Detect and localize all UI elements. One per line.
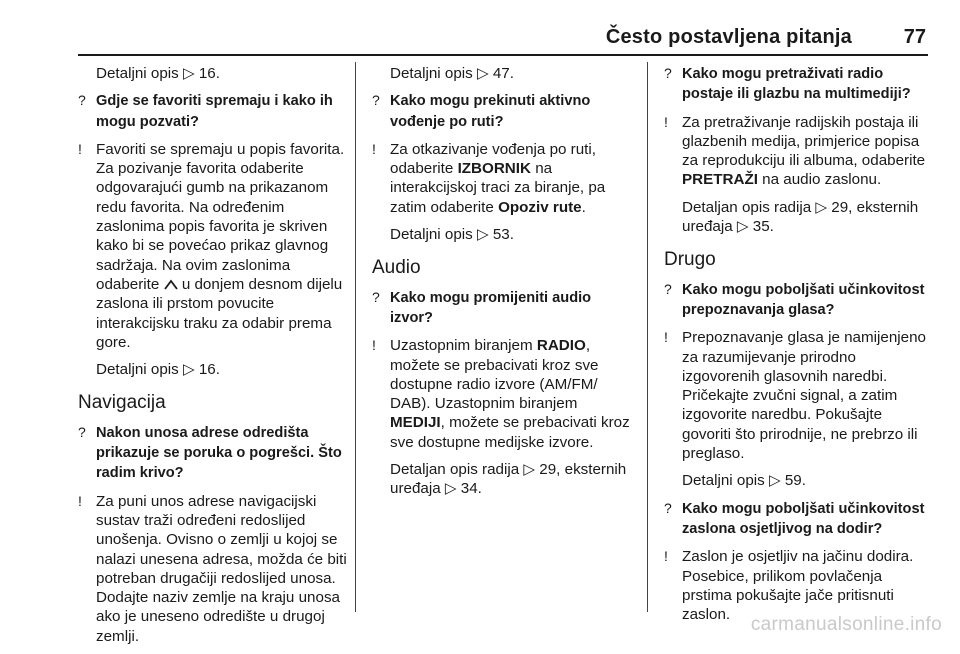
exclamation-icon: !	[372, 140, 376, 157]
column-3	[664, 64, 930, 632]
cancel-route-label: Opoziv rute	[498, 198, 582, 216]
section-heading: Drugo	[664, 249, 716, 271]
question-text: Kako mogu poboljšati učinkovitost prepoznavanja glasa?	[682, 281, 925, 318]
answer-text: Favoriti se spremaju u popis favorita. Za pozivanje favorita odaberite odgovarajući gumb na prikazanom redu favorita. Na određenim zaslonima popis favorita je skriven kako bi se povećao prikaz glavnog sadržaja. Na ovim zaslonima odaberite	[96, 140, 345, 293]
detail-reference: Detaljan opis radija ▷ 29, eksternih uređaja ▷ 35.	[682, 198, 919, 236]
detail-reference: Detaljni opis ▷ 53.	[390, 226, 514, 244]
answer-text: u donjem desnom dijelu zaslona ili prstom povucite interakcijsku traku za odabir prema gore.	[96, 275, 343, 351]
answer-text: Uzastopnim biranjem	[390, 337, 537, 355]
page-number: 77	[903, 26, 926, 48]
question-icon: ?	[372, 92, 380, 109]
exclamation-icon: !	[372, 337, 376, 354]
chevron-up-icon	[164, 279, 178, 290]
answer-block	[664, 547, 930, 624]
answer-block	[664, 113, 930, 190]
question-text: Nakon unosa adrese odredišta prikazuje se poruka o pogrešci. Što radim krivo?	[96, 424, 342, 482]
answer-text: Za puni unos adrese navigacijski sustav traži određeni redoslijed unošenja. Ovisno o zemlji u kojoj se nalazi unesena adresa, možda će biti potreban drugačiji redoslijed unosa. Dodajte naziv zemlje na kraju unosa ako je uneseno odredište u drugoj zemlji.	[96, 492, 347, 645]
detail-reference: Detaljan opis radija ▷ 29, eksternih uređaja ▷ 34.	[390, 461, 627, 498]
radio-label: RADIO	[536, 337, 586, 355]
detail-reference: Detaljni opis ▷ 16.	[96, 361, 220, 379]
detail-reference: Detaljni opis ▷ 59.	[682, 472, 806, 490]
section-heading: Audio	[372, 257, 421, 279]
answer-text: Za pretraživanje radijskih postaja ili glazbenih medija, primjerice popisa za reprodukciju ili albuma, odaberite	[682, 113, 926, 170]
answer-text: Prepoznavanje glasa je namijenjeno za razumijevanje prirodno izgovorenih glasovnih naredbi. Pričekajte zvučni signal, a zatim izgovorite naredbu. Pokušajte govoriti što prirodnije, ne prebrzo ili preglaso.	[682, 329, 927, 463]
question-icon: ?	[664, 65, 672, 81]
search-label: PRETRAŽI	[682, 171, 758, 189]
answer-block	[372, 336, 636, 452]
answer-text: , možete se prebacivati kroz sve dostupne medijske izvore.	[390, 414, 630, 451]
question-icon: ?	[78, 423, 86, 440]
question-icon: ?	[664, 280, 672, 297]
question-block	[78, 423, 348, 484]
answer-block	[78, 140, 348, 352]
page-title: Često postavljena pitanja	[605, 26, 852, 48]
exclamation-icon: !	[78, 492, 82, 509]
exclamation-icon: !	[664, 113, 668, 130]
question-icon: ?	[78, 92, 86, 109]
column-2	[372, 64, 636, 507]
question-text: Kako mogu promijeniti audio izvor?	[390, 289, 592, 326]
answer-text: Za otkazivanje vođenja po ruti, odaberite	[390, 140, 596, 178]
question-text: Kako mogu prekinuti aktivno vođenje po ruti?	[390, 93, 591, 130]
section-heading: Navigacija	[78, 392, 166, 414]
question-text: Kako mogu pretraživati radio postaje ili glazbu na multimediji?	[682, 66, 911, 103]
column-divider	[355, 62, 356, 612]
question-block	[664, 499, 930, 540]
question-block	[372, 288, 636, 329]
detail-reference: Detaljni opis ▷ 47.	[390, 65, 514, 82]
exclamation-icon: !	[664, 329, 668, 346]
detail-reference: Detaljni opis ▷ 16.	[96, 65, 220, 82]
question-icon: ?	[664, 499, 672, 516]
exclamation-icon: !	[78, 140, 82, 157]
column-1	[78, 64, 348, 654]
question-text: Gdje se favoriti spremaju i kako ih mogu pozvati?	[96, 93, 333, 130]
page-header	[0, 0, 960, 62]
column-divider	[647, 62, 648, 612]
answer-block	[372, 140, 636, 217]
exclamation-icon: !	[664, 548, 668, 565]
answer-block	[78, 492, 348, 646]
question-icon: ?	[372, 288, 380, 305]
watermark: carmanualsonline.info	[750, 614, 942, 635]
media-label: MEDIJI	[390, 414, 441, 432]
question-block	[664, 64, 930, 105]
answer-text: na interakcijskoj traci za biranje, pa zatim odaberite	[390, 160, 606, 216]
answer-text: na audio zaslonu.	[757, 171, 882, 189]
header-divider	[78, 54, 928, 56]
question-block	[78, 91, 348, 132]
question-block	[372, 91, 636, 132]
question-text: Kako mogu poboljšati učinkovitost zaslona osjetljivog na dodir?	[682, 500, 925, 537]
answer-text: Zaslon je osjetljiv na jačinu dodira. Posebice, prilikom povlačenja prstima pokušajte jače pritisnuti zaslon.	[682, 548, 914, 624]
answer-text: .	[581, 198, 586, 216]
menu-label: IZBORNIK	[457, 160, 531, 178]
answer-block	[664, 328, 930, 463]
answer-text: , možete se prebacivati kroz sve dostupne radio izvore (AM/FM/ DAB). Uzastopnim biranjem	[390, 337, 599, 413]
question-block	[664, 280, 930, 321]
